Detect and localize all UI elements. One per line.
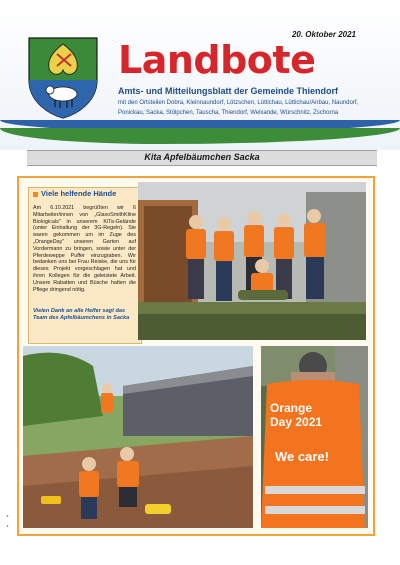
section-title: Kita Apfelbäumchen Sacka	[144, 152, 260, 162]
municipal-crest-icon	[27, 36, 99, 120]
issue-date: 20. Oktober 2021	[291, 30, 356, 39]
masthead-places: mit den Ortsteilen Dobra, Kleinnaundorf, Lötzschen, Lüttichau, Lüttichau/Anbau, Naundorf, Ponickau, Sacka, Stölpchen, Tauscha, Thiendorf, Welxande, Würschnitz, Zschorna	[118, 100, 359, 116]
margin-marks	[6, 514, 9, 528]
vest-back-photo	[261, 346, 368, 528]
vest-text-we-care: We care!	[275, 449, 329, 464]
vest-text-day: Day 2021	[270, 415, 323, 429]
article-heading: Viele helfende Hände	[41, 189, 117, 198]
group-photo	[138, 182, 366, 340]
article-body: Am 6.10.2021 begrüßten wir 6 Mitarbeiter/innen von „GlaxoSmithKline Biologicals" in unserem KiTa-Gelände (unter Einhaltung der 3G-Regeln). Sie waren gekommen um im Zuge des „OrangeDay" unseren Garten auf Vordermann zu bringen, sowie unter der Pferdeweppe Puffer einzugraben. Wir bedanken uns bei Frau Reiske, die uns für dieses Projekt vorgeschlagen hat und ihren Kollegen für die geleistete Arbeit. Unsere Rabatten und Büsche hatten die Pflege dringend nötig.	[33, 205, 136, 293]
bullet-icon	[33, 192, 38, 197]
masthead-title: Landbote	[118, 38, 316, 82]
slope-work-photo	[23, 346, 253, 528]
article-thanks: Vielen Dank an alle Helfer sagt das Team des Apfelbäumchens in Sacka	[33, 308, 130, 321]
masthead-subtitle: Amts- und Mitteilungsblatt der Gemeinde Thiendorf	[118, 86, 339, 96]
vest-text-orange: Orange	[270, 401, 313, 415]
